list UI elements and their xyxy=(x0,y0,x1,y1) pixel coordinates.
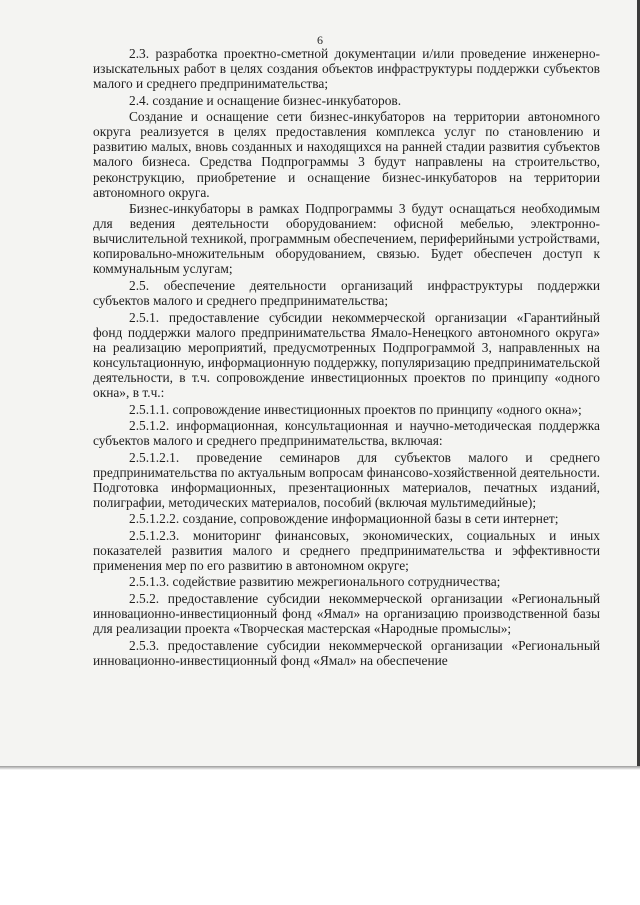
paragraph-2-5-1-2-3: 2.5.1.2.3. мониторинг финансовых, экономических, социальных и иных показателей развития малого и среднего предпринимательства и эффективности применения мер по его развитию в автономном округе; xyxy=(93,527,600,573)
paragraph-incubator-equipment: Бизнес-инкубаторы в рамках Подпрограммы 3 будут оснащаться необходимым для ведения деятельности оборудованием: офисной мебелью, электронно-вычислительной техникой, программным обеспечением, периферийными устройствами, копировально-множительным оборудованием, связью. Будет обеспечен доступ к коммунальным услугам; xyxy=(93,201,600,277)
scan-edge-shadow xyxy=(0,766,640,770)
paragraph-2-5-1-3: 2.5.1.3. содействие развитию межрегионального сотрудничества; xyxy=(129,574,501,590)
paragraph-2-5-1-2-1: 2.5.1.2.1. проведение семинаров для субъектов малого и среднего предпринимательства по актуальным вопросам финансово-хозяйственной деятельности. Подготовка информационных, презентационных материалов, печатных изданий, полиграфии, методических материалов, пособий (включая мультимедийные); xyxy=(93,449,600,510)
paragraph-2-5-3: 2.5.3. предоставление субсидии некоммерческой организации «Региональный инновационно-инвестиционный фонд «Ямал» на обеспечение xyxy=(93,637,600,668)
page-number: 6 xyxy=(317,33,323,47)
paragraph-2-5-1: 2.5.1. предоставление субсидии некоммерческой организации «Гарантийный фонд поддержки малого предпринимательства Ямало-Ненецкого автономного округа» на реализацию мероприятий, предусмотренных Подпрограммой 3, направленных на консультационную, информационную поддержку, популяризацию предпринимательской деятельности, в т.ч. сопровождение инвестиционных проектов по принципу «одного окна», в т.ч.: xyxy=(93,309,600,401)
paragraph-2-5: 2.5. обеспечение деятельности организаций инфраструктуры поддержки субъектов малого и среднего предпринимательства; xyxy=(93,277,600,309)
paragraph-2-4: 2.4. создание и оснащение бизнес-инкубаторов. xyxy=(129,92,402,108)
paragraph-2-5-1-1: 2.5.1.1. сопровождение инвестиционных проектов по принципу «одного окна»; xyxy=(129,401,582,417)
paragraph-incubator-network: Создание и оснащение сети бизнес-инкубаторов на территории автономного округа реализуется в целях предоставления комплекса услуг по становлению и развитию малых, вновь созданных и находящихся на ранней стадии развития субъектов малого бизнеса. Средства Подпрограммы 3 будут направлены на строительство, реконструкцию, приобретение и оснащение бизнес-инкубаторов на территории автономного округа. xyxy=(93,109,600,200)
paragraph-2-3: 2.3. разработка проектно-сметной документации и/или проведение инженерно-изыскательных работ в целях создания объектов инфраструктуры поддержки субъектов малого и среднего предпринимательства; xyxy=(93,46,600,92)
paragraph-2-5-1-2: 2.5.1.2. информационная, консультационная и научно-методическая поддержка субъектов малого и среднего предпринимательства, включая: xyxy=(93,417,600,449)
paragraph-2-5-1-2-2: 2.5.1.2.2. создание, сопровождение информационной базы в сети интернет; xyxy=(129,511,559,527)
document-body xyxy=(93,46,600,669)
paragraph-2-5-2: 2.5.2. предоставление субсидии некоммерческой организации «Региональный инновационно-инвестиционный фонд «Ямал» на организацию производственной базы для реализации проекта «Творческая мастерская «Народные промыслы»; xyxy=(93,590,600,637)
